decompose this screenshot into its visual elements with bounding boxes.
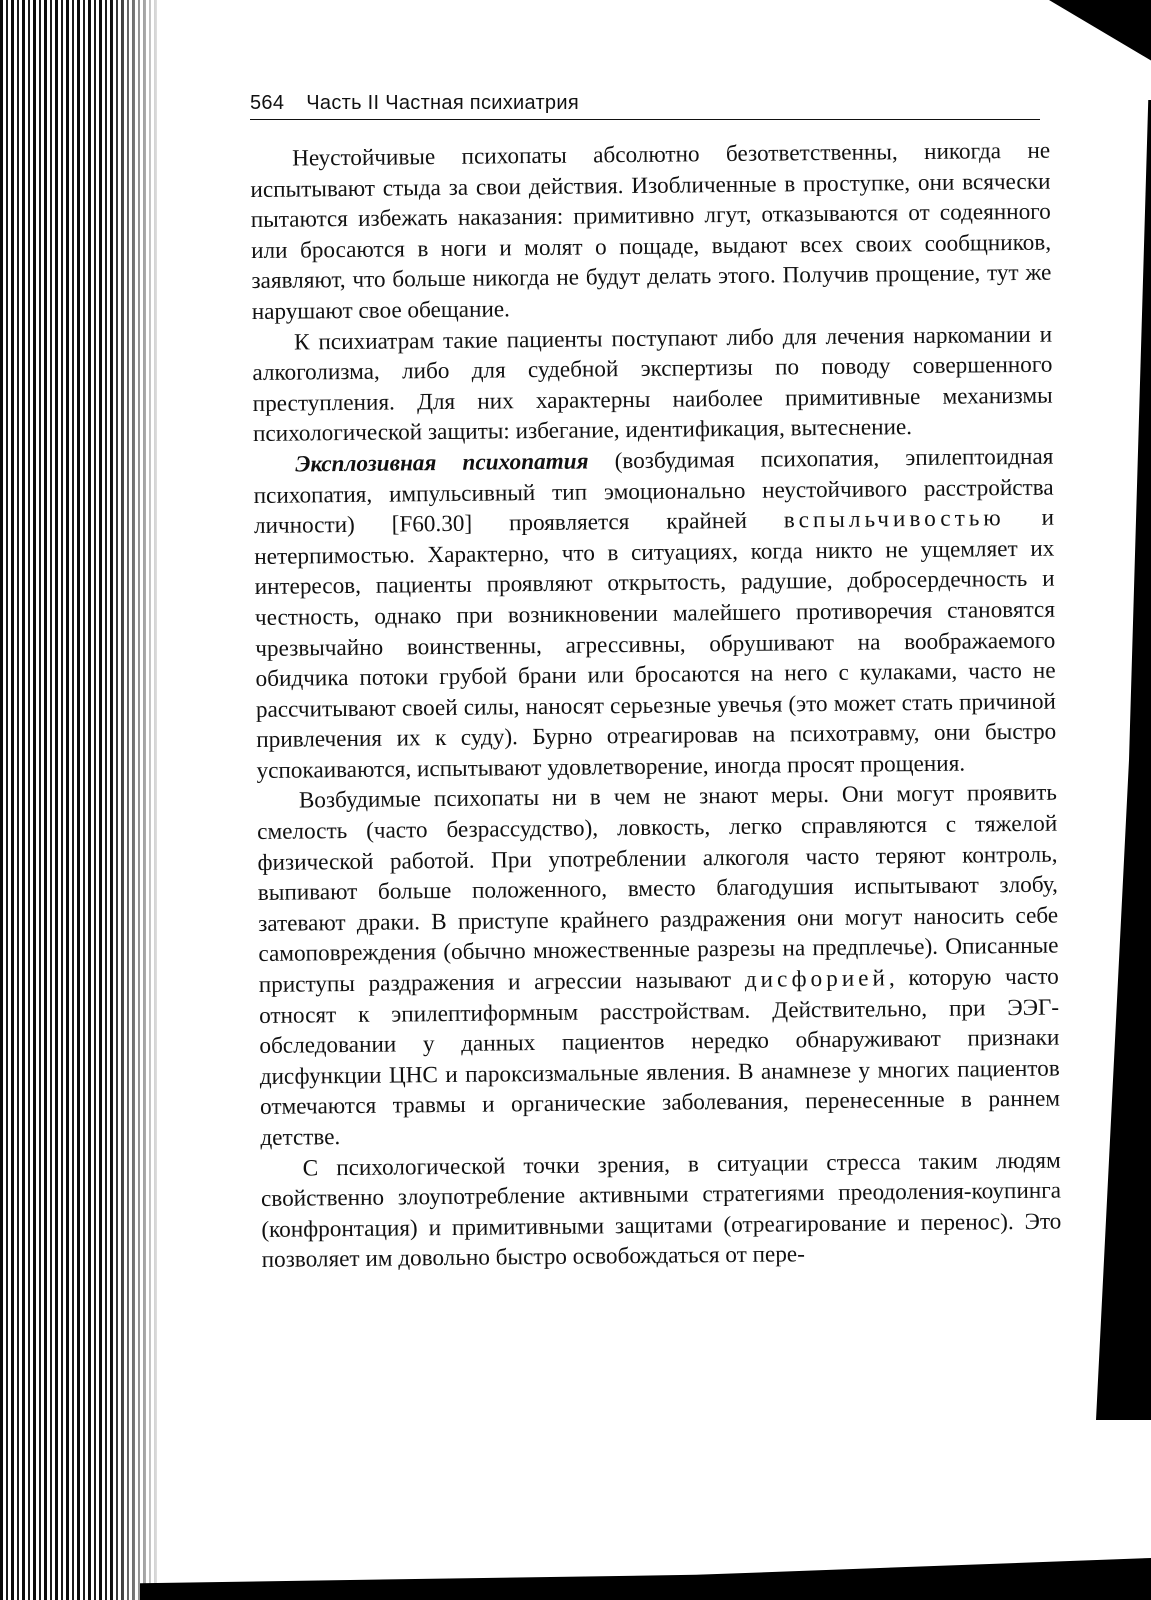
paragraph: [253, 442, 1056, 787]
running-title: Часть II Частная психиатрия: [306, 92, 579, 114]
book-page: [250, 92, 1062, 1276]
paragraph-text: Возбудимые психопаты ни в чем не знают меры. Они могут проявить смелость (часто безрассудство), ловкость, легко справляются с тяжелой физической работой. При употреблении алкоголя часто теряют контроль, выпивают больше положенного, вместо благодушия испытывают злобу, затевают драки. В приступе крайнего раздражения они могут наносить себе самоповреждения (обычно множественные разрезы на предплечье). Описанные приступы раздражения и агрессии называют: [257, 780, 1059, 998]
binding-shadow: [110, 0, 170, 1600]
paragraph: [257, 778, 1061, 1153]
paragraph: Неустойчивые психопаты абсолютно безответственны, никогда не испытывают стыда за свои действия. Изобличенные в проступке, они всячески пытаются избежать наказания: примитивно лгут, отказываются от содеянного или бросаются в ноги и молят о пощаде, выдают всех своих сообщников, заявляют, что больше никогда не будут делать этого. Получив прощение, тут же нарушают свое обещание.: [250, 137, 1052, 325]
term-heading: Эксплозивная психопатия: [295, 448, 589, 478]
spaced-emphasis: вспыльчивостью: [783, 505, 1005, 534]
paragraph-text: , которую часто относят к эпилептиформным расстройствам. Действительно, при ЭЭГ-обследовании у данных пациентов нередко обнаруживают признаки дисфункции ЦНС и пароксизмальные явления. В анамнезе у многих пациентов отмечаются травмы и органические заболевания, перенесенные в раннем детстве.: [258, 963, 1061, 1151]
paragraph: К психиатрам такие пациенты поступают либо для лечения наркомании и алкоголизма, либо для судебной экспертизы по поводу совершенного преступления. Для них характерны наиболее примитивные механизмы психологической защиты: избегание, идентификация, вытеснение.: [252, 321, 1053, 448]
running-header: [250, 92, 1040, 120]
scan-edge-shadow: [1096, 100, 1151, 1420]
paragraph-text: (возбудимая психопатия, эпилептоидная психопатия, импульсивный тип эмоционально неустойчивого расстройства личности) [F60.30] проявляется крайней: [253, 443, 1054, 540]
scan-bottom-shadow: [140, 1558, 1151, 1600]
paragraph-text: и нетерпимостью. Характерно, что в ситуациях, когда никто не ущемляет их интересов, пациенты проявляют открытость, радушие, добросердечность и честность, однако при возникновении малейшего противоречия становятся чрезвычайно воинственны, агрессивны, обрушивают на воображаемого обидчика потоки грубой брани или бросаются на него с кулаками, часто не рассчитывают своей силы, наносят серьезные увечья (это может стать причиной привлечения их к суду). Бурно отреагировав на психотравму, они быстро успокаиваются, испытывают удовлетворение, иногда просят прощения.: [254, 504, 1057, 784]
paragraph: С психологической точки зрения, в ситуации стресса таким людям свойственно злоупотребление активными стратегиями преодоления-коупинга (конфронтация) и примитивными защитами (отреагирование и перенос). Это позволяет им довольно быстро освобождаться от пере-: [260, 1147, 1062, 1274]
body-text: [250, 136, 1062, 1276]
spaced-emphasis: дисфорией: [744, 965, 890, 993]
page-number: 564: [250, 92, 285, 114]
